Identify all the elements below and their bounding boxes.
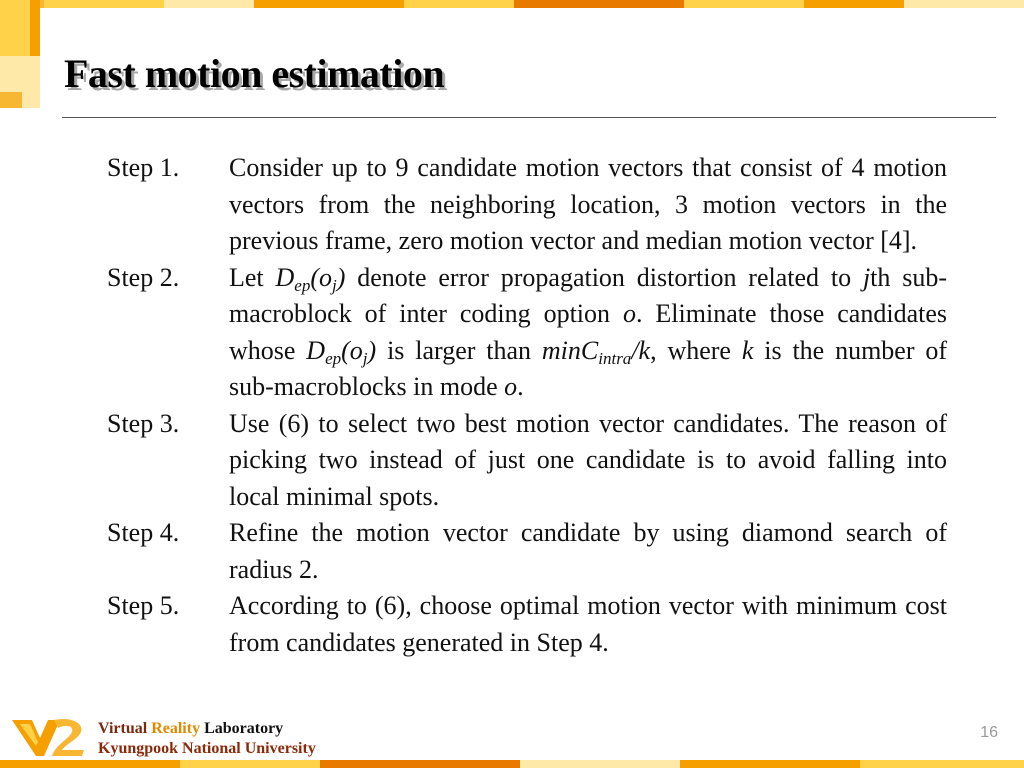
list-item bbox=[107, 150, 947, 260]
text-run: th sub-macroblock of inter coding option bbox=[229, 262, 948, 328]
math-symbol: /k bbox=[631, 335, 651, 365]
steps-list bbox=[107, 150, 947, 661]
vr-lab-logo-icon bbox=[10, 716, 90, 758]
lab-name-word: Laboratory bbox=[204, 720, 284, 737]
left-decorative-blocks bbox=[0, 0, 44, 110]
step-label: Step 1. bbox=[107, 153, 180, 182]
list-item bbox=[107, 588, 947, 661]
math-subscript: j bbox=[362, 348, 368, 368]
step-label: Step 3. bbox=[107, 408, 180, 438]
math-symbol: minC bbox=[541, 335, 599, 365]
step-label: Step 2. bbox=[107, 262, 180, 292]
list-item bbox=[107, 515, 947, 588]
math-subscript: intra bbox=[598, 348, 632, 368]
math-symbol: k bbox=[741, 335, 754, 365]
text-run: denote error propagation distortion related to bbox=[345, 262, 863, 292]
lab-name-word: Virtual bbox=[98, 720, 148, 737]
math-symbol: D bbox=[275, 262, 295, 292]
slide-title: Fast motion estimation bbox=[64, 51, 445, 96]
text-run: is the number of sub-macroblocks in mode bbox=[229, 335, 948, 401]
math-symbol: ) bbox=[336, 262, 346, 292]
text-run: . Eliminate those candidates whose bbox=[229, 299, 947, 365]
text-run: Let bbox=[229, 262, 276, 292]
text-run: . bbox=[517, 372, 524, 401]
text-run: , where bbox=[650, 335, 742, 365]
step-text: Consider up to 9 candidate motion vectors that consist of 4 motion vectors from the neighboring location, 3 motion vectors in the previous frame, zero motion vector and median motion vector [4]. bbox=[229, 153, 947, 255]
math-subscript: ep bbox=[325, 348, 342, 368]
list-item bbox=[107, 260, 947, 406]
math-symbol: o bbox=[504, 372, 518, 401]
lab-name bbox=[98, 719, 283, 739]
math-symbol: (o bbox=[341, 335, 363, 365]
math-symbol: j bbox=[862, 262, 871, 292]
math-symbol: D bbox=[306, 335, 326, 365]
math-symbol: ) bbox=[367, 335, 377, 365]
math-subscript: ep bbox=[294, 275, 311, 295]
step-text: Refine the motion vector candidate by using diamond search of radius 2. bbox=[229, 518, 947, 584]
math-symbol: (o bbox=[310, 262, 332, 292]
list-item bbox=[107, 406, 947, 516]
math-symbol: o bbox=[622, 299, 636, 328]
step-text bbox=[229, 260, 947, 406]
text-run: is larger than bbox=[376, 335, 542, 365]
step-text: Use (6) to select two best motion vector candidates. The reason of picking two instead of just one candidate is to avoid falling into local minimal spots. bbox=[229, 408, 947, 511]
university-name: Kyungpook National University bbox=[98, 740, 316, 757]
page-number: 16 bbox=[980, 724, 998, 741]
top-decorative-stripe bbox=[0, 0, 1024, 8]
math-subscript: j bbox=[332, 275, 337, 295]
step-label: Step 4. bbox=[107, 518, 180, 547]
step-text: According to (6), choose optimal motion vector with minimum cost from candidates generated in Step 4. bbox=[229, 591, 947, 657]
bottom-decorative-stripe bbox=[0, 760, 1024, 768]
title-underline bbox=[62, 117, 996, 118]
lab-name-word: Reality bbox=[151, 720, 201, 737]
step-label: Step 5. bbox=[107, 591, 180, 620]
